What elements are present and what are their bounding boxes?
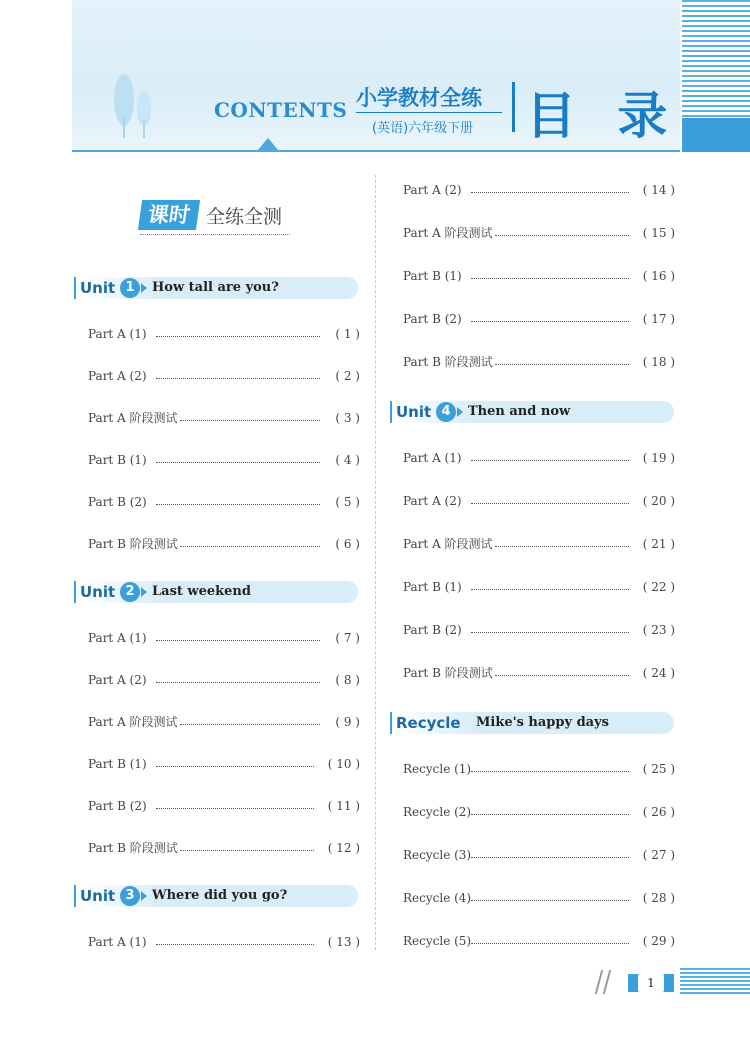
entry-label: Part B (1) <box>403 269 462 283</box>
contents-label: CONTENTS <box>214 98 348 122</box>
entry-page: ( 22 ) <box>642 580 675 594</box>
toc-entry[interactable] <box>403 535 675 553</box>
entry-label: Recycle (4) <box>403 891 472 905</box>
entry-label: Part B (1) <box>403 580 462 594</box>
entry-label: Part A 阶段测试 <box>403 537 493 551</box>
dot-leader <box>156 682 320 683</box>
recycle-header[interactable] <box>390 712 674 734</box>
entry-label: Part B (2) <box>403 623 462 637</box>
dot-leader <box>471 589 629 590</box>
toc-title: 目 录 <box>526 87 680 145</box>
entry-page: ( 25 ) <box>642 762 675 776</box>
arrow-right-icon <box>457 407 463 417</box>
entry-page: ( 7 ) <box>335 631 360 645</box>
entry-label: Part B (1) <box>88 453 147 467</box>
toc-entry[interactable] <box>403 449 675 467</box>
entry-page: ( 26 ) <box>642 805 675 819</box>
unit-number: 4 <box>436 402 456 422</box>
page-number: 1 <box>638 974 664 992</box>
entry-page: ( 2 ) <box>335 369 360 383</box>
dot-leader <box>471 503 629 504</box>
column-divider <box>375 175 376 950</box>
entry-page: ( 23 ) <box>642 623 675 637</box>
entry-label: Part B 阶段测试 <box>403 355 493 369</box>
entry-page: ( 5 ) <box>335 495 360 509</box>
toc-entry[interactable] <box>403 932 675 950</box>
dot-leader <box>180 724 320 725</box>
unit-label: Recycle <box>396 714 461 732</box>
entry-page: ( 21 ) <box>642 537 675 551</box>
toc-entry[interactable] <box>403 803 675 821</box>
entry-page: ( 3 ) <box>335 411 360 425</box>
unit-title: Then and now <box>468 404 571 419</box>
entry-label: Part A (1) <box>88 935 147 949</box>
entry-label: Part A (2) <box>403 183 462 197</box>
dot-leader <box>156 462 320 463</box>
unit-header-3[interactable] <box>74 885 358 907</box>
unit-number: 2 <box>120 582 140 602</box>
entry-label: Part A (2) <box>403 494 462 508</box>
dot-leader <box>495 364 629 365</box>
entry-page: ( 20 ) <box>642 494 675 508</box>
entry-label: Part B (2) <box>88 799 147 813</box>
entry-label: Part A 阶段测试 <box>88 715 178 729</box>
header-stripes <box>682 0 750 118</box>
dot-leader <box>471 278 629 279</box>
dot-leader <box>471 943 629 944</box>
entry-label: Part A 阶段测试 <box>88 411 178 425</box>
toc-entry[interactable] <box>88 797 360 815</box>
entry-page: ( 14 ) <box>642 183 675 197</box>
toc-entry[interactable] <box>88 493 360 511</box>
toc-entry[interactable] <box>88 713 360 731</box>
entry-label: Part B (2) <box>88 495 147 509</box>
entry-label: Recycle (2) <box>403 805 472 819</box>
unit-number: 3 <box>120 886 140 906</box>
series-subtitle: (英语)六年级下册 <box>372 121 474 136</box>
toc-entry[interactable] <box>88 409 360 427</box>
entry-label: Part A (2) <box>88 369 147 383</box>
entry-label: Recycle (1) <box>403 762 472 776</box>
dot-leader <box>471 321 629 322</box>
arrow-right-icon <box>141 283 147 293</box>
entry-label: Recycle (5) <box>403 934 472 948</box>
dot-leader <box>156 944 314 945</box>
unit-header-4[interactable] <box>390 401 674 423</box>
toc-entry[interactable] <box>403 353 675 371</box>
dot-leader <box>180 420 320 421</box>
entry-label: Part B 阶段测试 <box>403 666 493 680</box>
toc-entry[interactable] <box>88 933 360 951</box>
header-pointer <box>258 138 278 150</box>
entry-label: Recycle (3) <box>403 848 472 862</box>
entry-label: Part B 阶段测试 <box>88 841 178 855</box>
lesson-badge-label: 全练全测 <box>206 206 283 228</box>
toc-entry[interactable] <box>403 181 675 199</box>
series-title: 小学教材全练 <box>356 86 482 110</box>
toc-entry[interactable] <box>88 671 360 689</box>
entry-page: ( 12 ) <box>327 841 360 855</box>
dot-leader <box>156 378 320 379</box>
footer-slash <box>603 970 611 994</box>
entry-label: Part A (1) <box>88 631 147 645</box>
dot-leader <box>471 814 629 815</box>
entry-page: ( 8 ) <box>335 673 360 687</box>
toc-entry[interactable] <box>88 325 360 343</box>
dot-leader <box>156 336 320 337</box>
dot-leader <box>156 640 320 641</box>
unit-label: Unit <box>80 583 116 601</box>
title-divider <box>512 82 515 132</box>
entry-page: ( 17 ) <box>642 312 675 326</box>
dot-leader <box>471 632 629 633</box>
toc-entry[interactable] <box>403 492 675 510</box>
toc-entry[interactable] <box>88 755 360 773</box>
entry-label: Part A (1) <box>88 327 147 341</box>
toc-entry[interactable] <box>88 367 360 385</box>
unit-label: Unit <box>80 887 116 905</box>
footer-stripes <box>680 968 750 994</box>
unit-label: Unit <box>396 403 432 421</box>
entry-page: ( 13 ) <box>327 935 360 949</box>
toc-entry[interactable] <box>403 224 675 242</box>
entry-label: Part B 阶段测试 <box>88 537 178 551</box>
dot-leader <box>471 771 629 772</box>
dot-leader <box>180 850 314 851</box>
toc-entry[interactable] <box>403 621 675 639</box>
dot-leader <box>471 460 629 461</box>
unit-title: Mike's happy days <box>476 715 609 730</box>
dot-leader <box>495 675 629 676</box>
arrow-right-icon <box>141 891 147 901</box>
dot-leader <box>156 808 314 809</box>
entry-page: ( 6 ) <box>335 537 360 551</box>
entry-page: ( 24 ) <box>642 666 675 680</box>
toc-entry[interactable] <box>403 760 675 778</box>
unit-header-2[interactable] <box>74 581 358 603</box>
arrow-right-icon <box>141 587 147 597</box>
series-rule <box>356 112 502 113</box>
dot-leader <box>156 766 314 767</box>
toc-entry[interactable] <box>403 310 675 328</box>
dot-leader <box>471 192 629 193</box>
entry-page: ( 18 ) <box>642 355 675 369</box>
toc-entry[interactable] <box>403 578 675 596</box>
toc-entry[interactable] <box>403 889 675 907</box>
entry-label: Part A (1) <box>403 451 462 465</box>
dot-leader <box>471 857 629 858</box>
entry-page: ( 1 ) <box>335 327 360 341</box>
entry-page: ( 29 ) <box>642 934 675 948</box>
footer-slash <box>595 970 603 994</box>
tree-illustration <box>108 70 158 140</box>
toc-entry[interactable] <box>88 451 360 469</box>
entry-label: Part A 阶段测试 <box>403 226 493 240</box>
entry-page: ( 9 ) <box>335 715 360 729</box>
dot-leader <box>156 504 320 505</box>
dot-leader <box>471 900 629 901</box>
dot-leader <box>495 546 629 547</box>
entry-page: ( 28 ) <box>642 891 675 905</box>
toc-entry[interactable] <box>403 846 675 864</box>
entry-label: Part B (1) <box>88 757 147 771</box>
entry-page: ( 10 ) <box>327 757 360 771</box>
toc-entry[interactable] <box>88 535 360 553</box>
entry-page: ( 16 ) <box>642 269 675 283</box>
unit-number: 1 <box>120 278 140 298</box>
entry-label: Part A (2) <box>88 673 147 687</box>
entry-page: ( 15 ) <box>642 226 675 240</box>
lesson-badge-underline <box>140 234 290 235</box>
dot-leader <box>495 235 629 236</box>
header-rule <box>72 150 680 152</box>
unit-label: Unit <box>80 279 116 297</box>
entry-label: Part B (2) <box>403 312 462 326</box>
toc-entry[interactable] <box>403 267 675 285</box>
entry-page: ( 4 ) <box>335 453 360 467</box>
dot-leader <box>180 546 320 547</box>
unit-title: How tall are you? <box>152 280 279 295</box>
header-stripe-block <box>682 118 750 152</box>
toc-entry[interactable] <box>403 664 675 682</box>
toc-entry[interactable] <box>88 629 360 647</box>
unit-header-1[interactable] <box>74 277 358 299</box>
lesson-badge-highlight: 课时 <box>138 200 200 230</box>
entry-page: ( 11 ) <box>327 799 360 813</box>
entry-page: ( 27 ) <box>642 848 675 862</box>
unit-title: Last weekend <box>152 584 251 599</box>
entry-page: ( 19 ) <box>642 451 675 465</box>
toc-entry[interactable] <box>88 839 360 857</box>
unit-title: Where did you go? <box>152 888 288 903</box>
